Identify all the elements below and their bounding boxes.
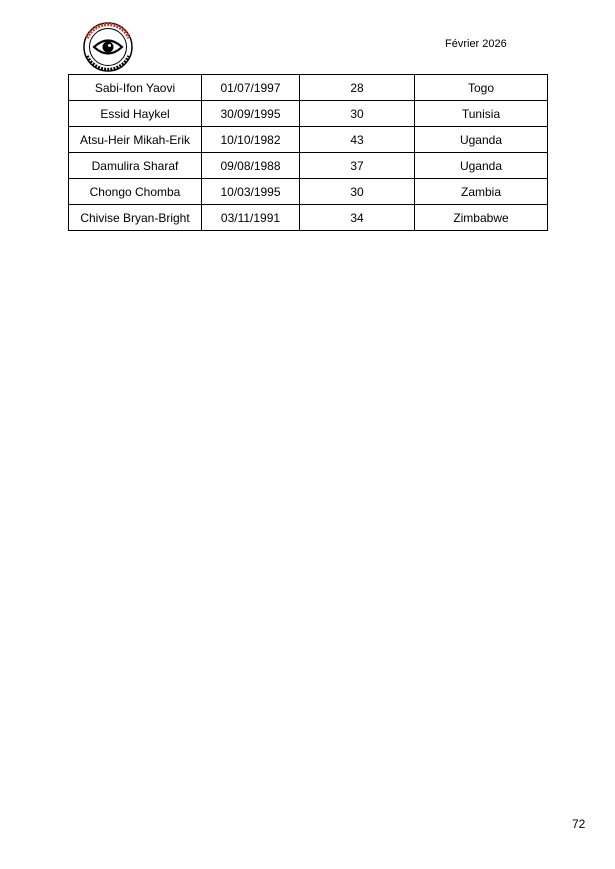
country-cell: Zambia <box>415 179 548 205</box>
country-cell: Togo <box>415 75 548 101</box>
table-row <box>69 75 548 101</box>
age-cell: 30 <box>300 101 415 127</box>
participants-table <box>68 74 548 231</box>
birth-date-cell: 03/11/1991 <box>202 205 300 231</box>
birth-date-cell: 10/10/1982 <box>202 127 300 153</box>
birth-date-cell: 10/03/1995 <box>202 179 300 205</box>
name-cell: Atsu-Heir Mikah-Erik <box>69 127 202 153</box>
header-date: Février 2026 <box>445 38 507 50</box>
name-cell: Essid Haykel <box>69 101 202 127</box>
birth-date-cell: 30/09/1995 <box>202 101 300 127</box>
age-cell: 43 <box>300 127 415 153</box>
table-row <box>69 205 548 231</box>
table-row <box>69 101 548 127</box>
table-row <box>69 153 548 179</box>
name-cell: Damulira Sharaf <box>69 153 202 179</box>
page-number: 72 <box>572 817 586 831</box>
eye-emblem-icon <box>79 21 137 73</box>
birth-date-cell: 01/07/1997 <box>202 75 300 101</box>
age-cell: 28 <box>300 75 415 101</box>
age-cell: 30 <box>300 179 415 205</box>
table-row <box>69 127 548 153</box>
country-cell: Uganda <box>415 153 548 179</box>
table-row <box>69 179 548 205</box>
name-cell: Chivise Bryan-Bright <box>69 205 202 231</box>
country-cell: Zimbabwe <box>415 205 548 231</box>
country-cell: Tunisia <box>415 101 548 127</box>
age-cell: 34 <box>300 205 415 231</box>
name-cell: Chongo Chomba <box>69 179 202 205</box>
name-cell: Sabi-Ifon Yaovi <box>69 75 202 101</box>
country-cell: Uganda <box>415 127 548 153</box>
age-cell: 37 <box>300 153 415 179</box>
organization-logo <box>79 21 137 73</box>
birth-date-cell: 09/08/1988 <box>202 153 300 179</box>
